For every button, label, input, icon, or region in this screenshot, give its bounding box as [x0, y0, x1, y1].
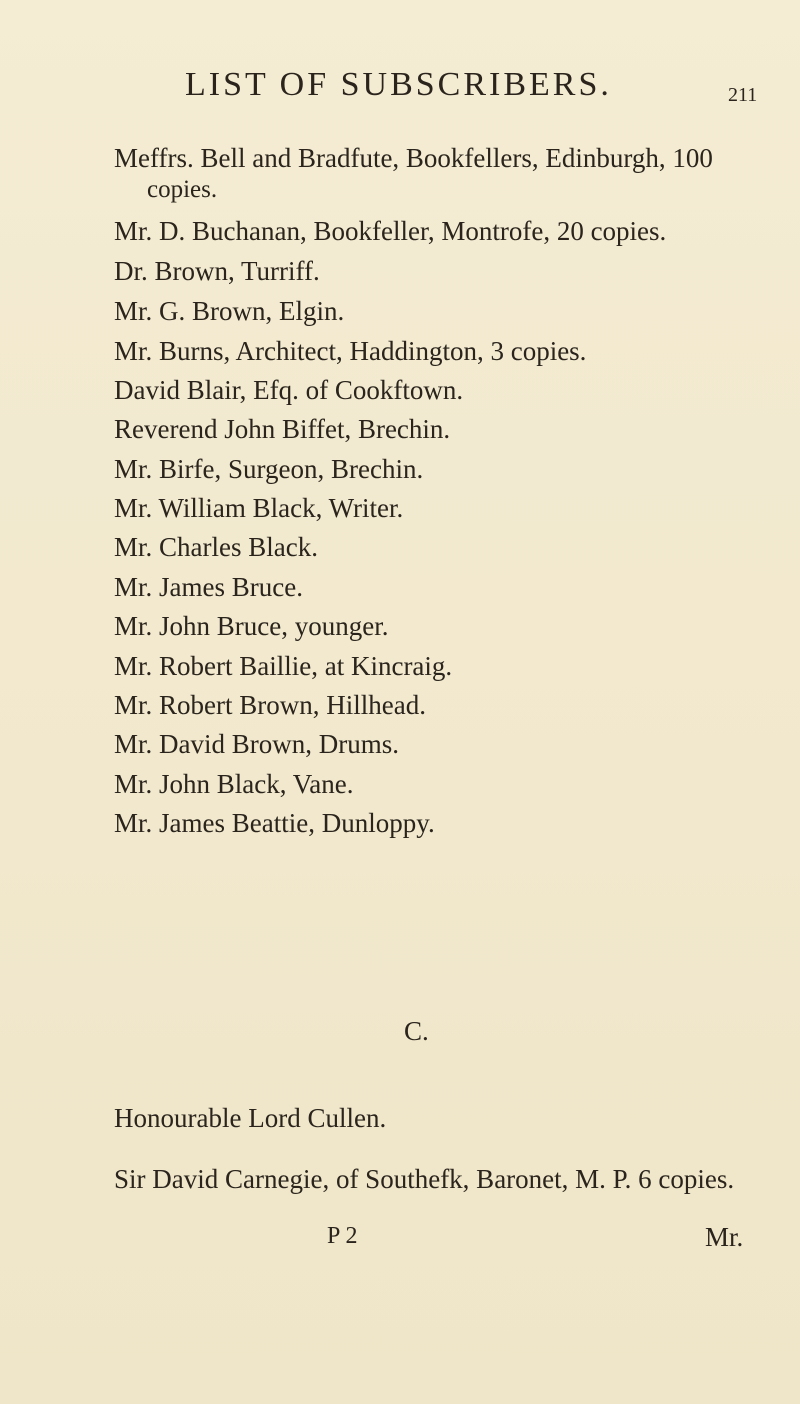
subscriber-entry: Mr. James Bruce. — [114, 572, 303, 602]
signature-mark: P 2 — [327, 1223, 358, 1249]
subscriber-entry: Mr. James Beattie, Dunloppy. — [114, 808, 435, 838]
subscriber-entry: Mr. Birfe, Surgeon, Brechin. — [114, 454, 424, 484]
subscriber-entry: Mr. David Brown, Drums. — [114, 729, 399, 759]
subscriber-entry: Mr. Charles Black. — [114, 532, 318, 562]
subscriber-entry: Sir David Carnegie, of Southefk, Baronet, M. P. 6 copies. — [114, 1164, 735, 1194]
subscriber-entry: Mr. Burns, Architect, Haddington, 3 copies. — [114, 336, 587, 366]
section-heading-c: C. — [404, 1016, 429, 1046]
subscriber-entry: Mr. G. Brown, Elgin. — [114, 296, 345, 326]
subscriber-entry: Mr. William Black, Writer. — [114, 493, 404, 523]
subscriber-entry-continuation: copies. — [147, 176, 218, 203]
subscriber-entry: Mr. Robert Brown, Hillhead. — [114, 690, 426, 720]
subscriber-entry: Mr. John Bruce, younger. — [114, 611, 389, 641]
subscriber-entry: David Blair, Efq. of Cookftown. — [114, 375, 464, 405]
subscriber-entry: Reverend John Biffet, Brechin. — [114, 414, 451, 444]
subscriber-entry: Mr. Robert Baillie, at Kincraig. — [114, 651, 453, 681]
subscriber-entry: Mr. D. Buchanan, Bookfeller, Montrofe, 20 copies. — [114, 216, 667, 246]
page-header-title: LIST OF SUBSCRIBERS. — [185, 66, 612, 103]
subscriber-entry: Meffrs. Bell and Bradfute, Bookfellers, Edinburgh, 100 — [114, 143, 713, 173]
page-number: 211 — [728, 84, 758, 106]
subscriber-entry: Mr. John Black, Vane. — [114, 769, 354, 799]
subscriber-entry: Dr. Brown, Turriff. — [114, 256, 320, 286]
catchword: Mr. — [705, 1222, 744, 1252]
subscriber-entry: Honourable Lord Cullen. — [114, 1103, 387, 1133]
